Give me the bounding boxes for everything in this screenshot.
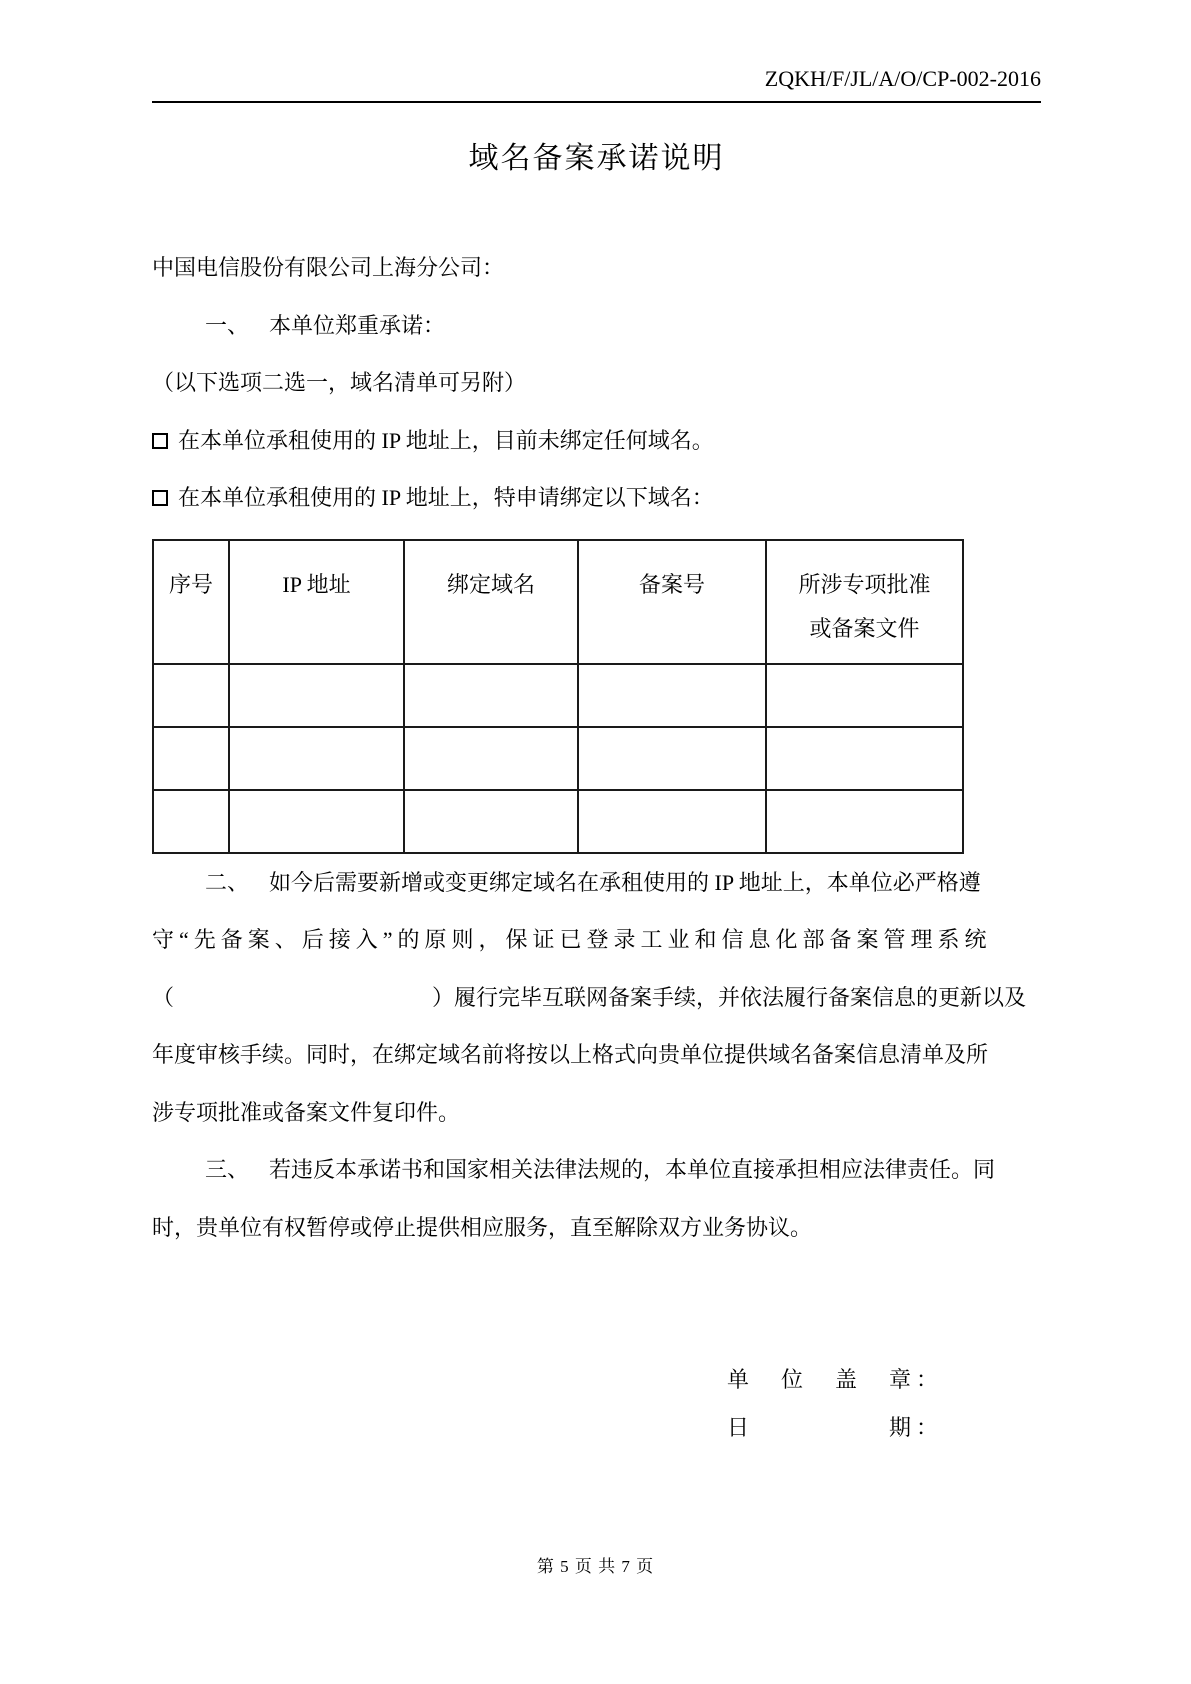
option-row-1 [152, 412, 1041, 470]
section-two-line-1 [152, 854, 1041, 912]
section-three-paragraph [152, 1141, 1041, 1256]
table-cell [229, 727, 404, 790]
table-cell [404, 664, 578, 727]
table-cell [404, 727, 578, 790]
section-two-text-3: ）履行完毕互联网备案手续，并依法履行备案信息的更新以及 [432, 984, 1027, 1010]
section-two-line-5: 涉专项批准或备案文件复印件。 [152, 1099, 461, 1125]
table-header-approval-line2: 或备案文件 [809, 615, 920, 641]
table-cell [578, 790, 766, 853]
section-one-heading [152, 297, 1041, 355]
section-three-number: 三、 [205, 1157, 250, 1182]
table-header-ip: IP 地址 [229, 540, 404, 664]
table-row [153, 790, 963, 853]
option-2-label: 在本单位承租使用的 IP 地址上，特申请绑定以下域名： [178, 485, 714, 510]
table-cell [153, 727, 229, 790]
page-number: 第 5 页 共 7 页 [536, 1557, 655, 1576]
table-cell [766, 790, 963, 853]
seal-label: 单 位 盖 章： [727, 1367, 944, 1392]
table-header-approval-line1: 所涉专项批准 [798, 571, 931, 597]
section-two-number: 二、 [205, 869, 250, 895]
date-label: 日 期： [727, 1415, 944, 1440]
table-header-approval-docs [766, 540, 963, 664]
table-cell [153, 790, 229, 853]
section-three-line-1 [152, 1141, 1041, 1199]
table-cell [578, 727, 766, 790]
section-three-line-2: 时，贵单位有权暂停或停止提供相应服务，直至解除双方业务协议。 [152, 1214, 813, 1240]
options-note: （以下选项二选一，域名清单可另附） [152, 370, 527, 395]
section-two-paragraph [152, 854, 1041, 1142]
table-header-seq: 序号 [153, 540, 229, 664]
section-two-text-1: 如今后需要新增或变更绑定域名在承租使用的 IP 地址上，本单位必严格遵 [269, 869, 981, 895]
section-one-number: 一、 [205, 312, 250, 338]
table-cell [766, 727, 963, 790]
document-code: ZQKH/F/JL/A/O/CP-002-2016 [152, 0, 1041, 103]
option-2-checkbox[interactable] [152, 490, 168, 506]
section-two-line-3 [152, 969, 1041, 1027]
section-two-line-4: 年度审核手续。同时，在绑定域名前将按以上格式向贵单位提供域名备案信息清单及所 [152, 1042, 989, 1067]
table-cell [404, 790, 578, 853]
table-header-domain: 绑定域名 [404, 540, 578, 664]
table-row [153, 727, 963, 790]
signature-block [152, 1356, 1041, 1452]
option-row-2 [152, 469, 1041, 527]
table-header-filing-number: 备案号 [578, 540, 766, 664]
section-three-text-1: 若违反本承诺书和国家相关法律法规的，本单位直接承担相应法律责任。同 [269, 1157, 996, 1182]
option-1-label: 在本单位承租使用的 IP 地址上，目前未绑定任何域名。 [178, 427, 714, 453]
table-header-row [153, 540, 963, 664]
table-cell [766, 664, 963, 727]
salutation: 中国电信股份有限公司上海分公司： [152, 255, 505, 280]
table-cell [229, 664, 404, 727]
option-1-checkbox[interactable] [152, 433, 168, 449]
document-title: 域名备案承诺说明 [468, 142, 725, 175]
section-one-text: 本单位郑重承诺： [269, 312, 446, 338]
domain-binding-table [152, 539, 964, 854]
section-two-line-2: 守“先备案、后接入”的原则，保证已登录工业和信息化部备案管理系统 [152, 927, 992, 952]
open-paren: （ [152, 984, 175, 1010]
table-cell [153, 664, 229, 727]
table-cell [578, 664, 766, 727]
table-cell [229, 790, 404, 853]
table-row [153, 664, 963, 727]
